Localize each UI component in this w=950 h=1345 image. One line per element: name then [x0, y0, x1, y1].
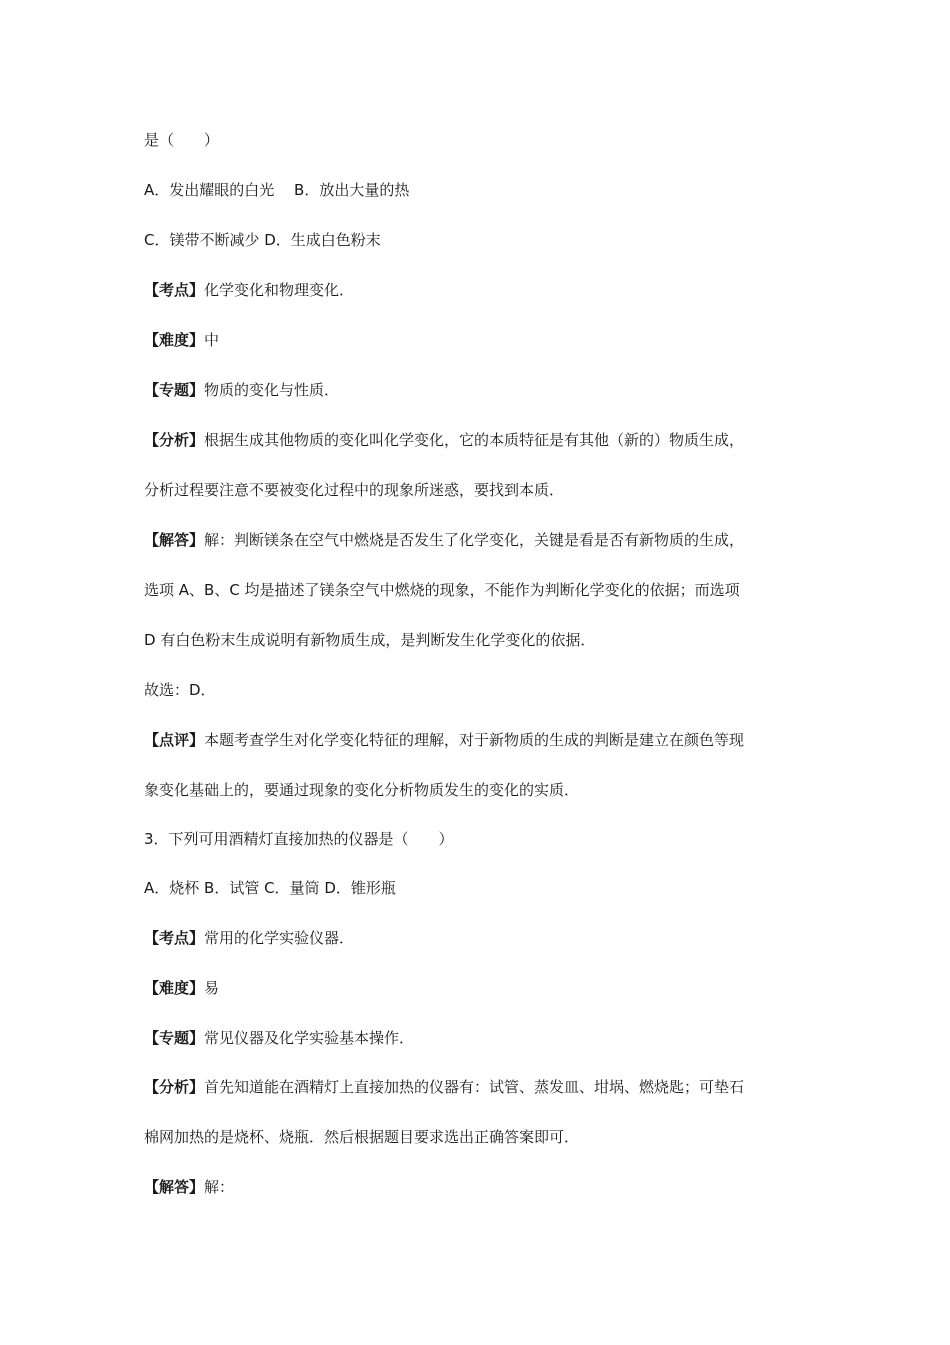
line-text: 根据生成其他物质的变化叫化学变化，它的本质特征是有其他（新的）物质生成， — [204, 431, 745, 449]
section-tag: 【点评】 — [144, 731, 205, 749]
section-tag: 【专题】 — [144, 381, 205, 399]
section-tag: 【考点】 — [144, 281, 205, 299]
options-line — [144, 878, 824, 898]
difficulty-line — [144, 330, 824, 350]
comment-line — [144, 730, 824, 750]
answer-line — [144, 1177, 824, 1197]
section-tag: 【难度】 — [144, 331, 205, 349]
section-tag: 【考点】 — [144, 929, 205, 947]
line-text: 中 — [204, 331, 220, 349]
kaodian-line — [144, 280, 824, 300]
line-text: 故选：D． — [144, 681, 216, 699]
line-text: A．发出耀眼的白光 B．放出大量的热 — [144, 181, 410, 199]
line-text: 分析过程要注意不要被变化过程中的现象所迷惑，要找到本质． — [144, 481, 565, 499]
analysis-line — [144, 1077, 824, 1097]
kaodian-line — [144, 928, 824, 948]
line-text: 易 — [204, 979, 220, 997]
section-tag: 【解答】 — [144, 1178, 205, 1196]
question-stem — [144, 829, 824, 849]
line-text: 常用的化学实验仪器． — [204, 929, 355, 947]
line-text: C．镁带不断减少 D．生成白色粉末 — [144, 231, 381, 249]
question-stem-tail — [144, 130, 824, 150]
line-text: 化学变化和物理变化． — [204, 281, 355, 299]
topic-line — [144, 1028, 824, 1048]
line-text: 是（ ） — [144, 131, 220, 149]
section-tag: 【难度】 — [144, 979, 205, 997]
options-line — [144, 230, 824, 250]
section-tag: 【专题】 — [144, 1029, 205, 1047]
line-text: 本题考查学生对化学变化特征的理解，对于新物质的生成的判断是建立在颜色等现 — [204, 731, 745, 749]
answer-line — [144, 530, 824, 550]
analysis-line — [144, 430, 824, 450]
section-tag: 【分析】 — [144, 1078, 205, 1096]
topic-line — [144, 380, 824, 400]
comment-line — [144, 780, 824, 800]
section-tag: 【分析】 — [144, 431, 205, 449]
line-text: 首先知道能在酒精灯上直接加热的仪器有：试管、蒸发皿、坩埚、燃烧匙；可垫石 — [204, 1078, 745, 1096]
difficulty-line — [144, 978, 824, 998]
section-tag: 【解答】 — [144, 531, 205, 549]
options-line — [144, 180, 824, 200]
analysis-line — [144, 1127, 824, 1147]
line-text: 物质的变化与性质． — [204, 381, 340, 399]
analysis-line — [144, 480, 824, 500]
answer-line — [144, 630, 824, 650]
line-text: 选项 A、B、C 均是描述了镁条空气中燃烧的现象，不能作为判断化学变化的依据；而选项 — [144, 581, 740, 599]
line-text: 解： — [204, 1178, 235, 1196]
line-text: A．烧杯 B．试管 C．量筒 D．锥形瓶 — [144, 879, 396, 897]
choice-line — [144, 680, 824, 700]
line-text: D 有白色粉末生成说明有新物质生成，是判断发生化学变化的依据． — [144, 631, 596, 649]
line-text: 常见仪器及化学实验基本操作． — [204, 1029, 415, 1047]
answer-line — [144, 580, 824, 600]
line-text: 棉网加热的是烧杯、烧瓶．然后根据题目要求选出正确答案即可． — [144, 1128, 580, 1146]
line-text: 解：判断镁条在空气中燃烧是否发生了化学变化，关键是看是否有新物质的生成， — [204, 531, 745, 549]
line-text: 象变化基础上的，要通过现象的变化分析物质发生的变化的实质． — [144, 781, 580, 799]
line-text: 3．下列可用酒精灯直接加热的仪器是（ ） — [144, 830, 454, 848]
